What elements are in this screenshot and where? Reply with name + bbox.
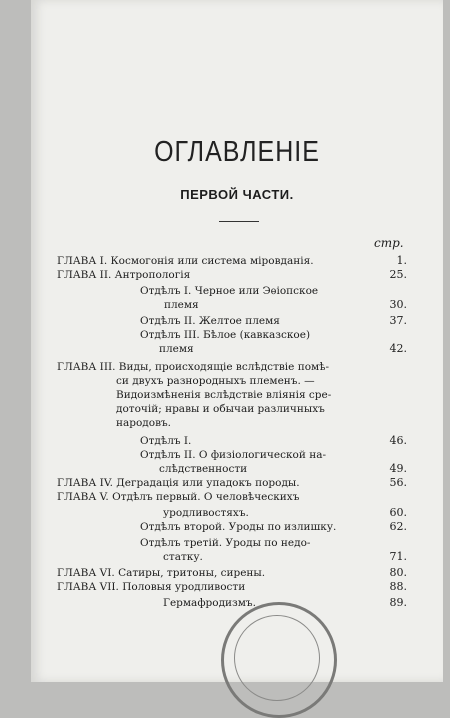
toc-entry xyxy=(140,448,326,462)
toc-entry xyxy=(140,284,318,298)
toc-entry xyxy=(57,268,190,282)
toc-entry-text: Отдѣлъ третій. Уроды по недо- xyxy=(140,537,311,549)
page-subtitle: ПЕРВОЙ ЧАСТИ. xyxy=(180,187,294,202)
toc-entry xyxy=(159,462,247,476)
toc-entry-text: статку. xyxy=(163,551,203,563)
toc-entry xyxy=(116,402,325,416)
toc-entry xyxy=(116,388,331,402)
toc-entry xyxy=(140,328,310,342)
toc-entry-page: 30. xyxy=(389,298,407,311)
toc-entry xyxy=(57,566,265,580)
toc-entry xyxy=(57,360,329,374)
toc-entry-text: ГЛАВА VI. Сатиры, тритоны, сирены. xyxy=(57,567,266,579)
toc-entry-text: племя xyxy=(159,343,194,355)
toc-entry-page: 56. xyxy=(389,476,407,489)
toc-entry-page: 88. xyxy=(389,580,407,593)
library-stamp xyxy=(221,602,337,718)
toc-entry xyxy=(163,550,203,564)
toc-entry-text: Отдѣлъ I. xyxy=(140,435,192,447)
toc-entry-page: 42. xyxy=(389,342,407,355)
toc-entry-page: 60. xyxy=(389,506,407,519)
toc-entry-text: слѣдственности xyxy=(159,463,248,475)
toc-entry-page: 71. xyxy=(389,550,407,563)
toc-entry-text: Видоизмѣненія вслѣдствіе вліянія сре- xyxy=(116,389,332,401)
toc-entry xyxy=(159,342,194,356)
toc-entry xyxy=(140,520,336,534)
toc-entry-text: уродливостяхъ. xyxy=(163,507,249,519)
toc-entry-page: 62. xyxy=(389,520,407,533)
toc-entry xyxy=(57,254,314,268)
toc-entry-text: ГЛАВА V. Отдѣлъ первый. О человѣческихъ xyxy=(57,491,300,503)
toc-entry xyxy=(57,580,245,594)
toc-entry-page: 89. xyxy=(389,596,407,609)
toc-entry-page: 37. xyxy=(389,314,407,327)
toc-entry xyxy=(57,490,299,504)
toc-entry xyxy=(116,416,171,430)
toc-entry-text: Отдѣлъ III. Бѣлое (кавказское) xyxy=(140,329,311,341)
toc-entry-text: племя xyxy=(164,299,199,311)
toc-entry xyxy=(164,298,199,312)
toc-entry-page: 49. xyxy=(389,462,407,475)
toc-entry-text: Отдѣлъ II. О физіологической на- xyxy=(140,449,326,461)
toc-entry-text: Гермафродизмъ. xyxy=(163,597,256,609)
toc-entry-text: народовъ. xyxy=(116,417,172,429)
toc-entry xyxy=(163,596,256,610)
toc-entry xyxy=(140,314,280,328)
toc-entry-text: ГЛАВА IV. Деградація или упадокъ породы. xyxy=(57,477,300,489)
book-page xyxy=(31,0,443,682)
toc-entry-text: ГЛАВА I. Космогонія или система міровданія. xyxy=(57,255,314,267)
toc-entry-page: 25. xyxy=(389,268,407,281)
stamp-inner-ring xyxy=(234,615,320,701)
toc-entry-text: ГЛАВА II. Антропологія xyxy=(57,269,191,281)
toc-entry-text: ГЛАВА III. Виды, происходящіе вслѣдствіе помѣ- xyxy=(57,361,330,373)
toc-entry-text: си двухъ разнородныхъ племенъ. — xyxy=(116,375,315,387)
toc-entry-page: 46. xyxy=(389,434,407,447)
toc-entry xyxy=(140,536,310,550)
toc-entry-text: Отдѣлъ I. Черное или Эѳіопское xyxy=(140,285,319,297)
page-title: ОГЛАВЛЕНІЕ xyxy=(154,135,320,169)
toc-entry-text: Отдѣлъ второй. Уроды по излишку. xyxy=(140,521,337,533)
title-rule xyxy=(219,221,259,222)
toc-entry-text: Отдѣлъ II. Желтое племя xyxy=(140,315,280,327)
toc-entry xyxy=(140,434,191,448)
toc-entry-text: доточій; нравы и обычаи различныхъ xyxy=(116,403,325,415)
toc-entry xyxy=(163,506,249,520)
page-column-label: стр. xyxy=(374,236,404,250)
toc-entry-page: 1. xyxy=(396,254,407,267)
toc-entry xyxy=(57,476,300,490)
toc-entry-text: ГЛАВА VII. Половыя уродливости xyxy=(57,581,246,593)
toc-entry xyxy=(116,374,315,388)
toc-entry-page: 80. xyxy=(389,566,407,579)
